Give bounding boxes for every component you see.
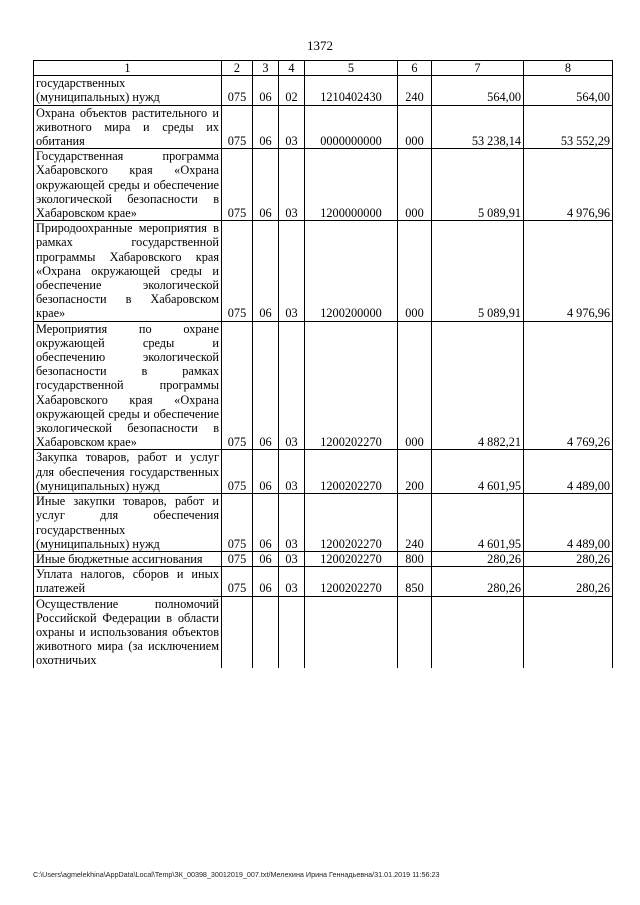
amount-year2-cell: 280,26 xyxy=(524,567,613,596)
amount-year1-cell: 5 089,91 xyxy=(432,221,524,321)
page-number: 1372 xyxy=(307,38,333,53)
amount-year1-cell: 564,00 xyxy=(432,76,524,105)
subsection-cell: 03 xyxy=(279,494,305,552)
amount-year1-cell: 4 601,95 xyxy=(432,450,524,494)
row-name-cell: Природоохранные мероприятия в рамках государственной программы Хабаровского края «Охрана окружающей среды и обеспечение экологической безопасности в Хабаровском крае» xyxy=(34,221,222,321)
section-cell: 06 xyxy=(253,450,279,494)
row-name-cell: Закупка товаров, работ и услуг для обеспечения государственных (муниципальных) нужд xyxy=(34,450,222,494)
expense-type-cell: 200 xyxy=(398,450,432,494)
expense-type-cell: 000 xyxy=(398,149,432,221)
amount-year1-cell: 280,26 xyxy=(432,567,524,596)
section-cell: 06 xyxy=(253,76,279,105)
header-col-4: 4 xyxy=(279,61,305,76)
table-row xyxy=(34,494,613,552)
target-article-cell: 1200202270 xyxy=(305,494,398,552)
subsection-cell: 03 xyxy=(279,567,305,596)
expense-type-cell: 850 xyxy=(398,567,432,596)
target-article-cell: 1200202270 xyxy=(305,321,398,450)
header-col-2: 2 xyxy=(222,61,253,76)
amount-year1-cell: 4 601,95 xyxy=(432,494,524,552)
subsection-cell: 03 xyxy=(279,450,305,494)
header-col-1: 1 xyxy=(34,61,222,76)
amount-year2-cell: 4 976,96 xyxy=(524,221,613,321)
amount-year2-cell: 53 552,29 xyxy=(524,105,613,149)
admin-code-cell: 075 xyxy=(222,149,253,221)
expense-type-cell xyxy=(398,596,432,668)
header-col-3: 3 xyxy=(253,61,279,76)
amount-year2-cell xyxy=(524,596,613,668)
expense-type-cell: 800 xyxy=(398,551,432,566)
section-cell: 06 xyxy=(253,105,279,149)
amount-year2-cell: 4 976,96 xyxy=(524,149,613,221)
section-cell: 06 xyxy=(253,149,279,221)
row-name-cell: Мероприятия по охране окружающей среды и обеспечению экологической безопасности в рамках государственной программы Хабаровского края «Охрана окружающей среды и обеспечение экологической безопасности в Хабаровском крае» xyxy=(34,321,222,450)
admin-code-cell: 075 xyxy=(222,321,253,450)
target-article-cell: 1200000000 xyxy=(305,149,398,221)
header-col-5: 5 xyxy=(305,61,398,76)
row-name-cell: Осуществление полномочий Российской Федерации в области охраны и использования объектов животного мира (за исключением охотничьих xyxy=(34,596,222,668)
admin-code-cell: 075 xyxy=(222,551,253,566)
admin-code-cell: 075 xyxy=(222,105,253,149)
amount-year1-cell: 280,26 xyxy=(432,551,524,566)
target-article-cell: 0000000000 xyxy=(305,105,398,149)
table-row xyxy=(34,567,613,596)
amount-year2-cell: 4 489,00 xyxy=(524,494,613,552)
admin-code-cell: 075 xyxy=(222,494,253,552)
admin-code-cell: 075 xyxy=(222,76,253,105)
target-article-cell: 1200202270 xyxy=(305,567,398,596)
table-row xyxy=(34,551,613,566)
admin-code-cell: 075 xyxy=(222,450,253,494)
table-row xyxy=(34,450,613,494)
subsection-cell: 03 xyxy=(279,321,305,450)
admin-code-cell xyxy=(222,596,253,668)
admin-code-cell: 075 xyxy=(222,567,253,596)
expense-type-cell: 000 xyxy=(398,221,432,321)
section-cell: 06 xyxy=(253,494,279,552)
row-name-cell: Иные закупки товаров, работ и услуг для обеспечения государственных (муниципальных) нужд xyxy=(34,494,222,552)
table-row xyxy=(34,105,613,149)
amount-year2-cell: 4 769,26 xyxy=(524,321,613,450)
row-name-cell: Государственная программа Хабаровского края «Охрана окружающей среды и обеспечение экологической безопасности в Хабаровском крае» xyxy=(34,149,222,221)
row-name-cell: Уплата налогов, сборов и иных платежей xyxy=(34,567,222,596)
subsection-cell: 03 xyxy=(279,551,305,566)
admin-code-cell: 075 xyxy=(222,221,253,321)
amount-year1-cell xyxy=(432,596,524,668)
amount-year2-cell: 564,00 xyxy=(524,76,613,105)
header-row xyxy=(34,61,613,76)
section-cell: 06 xyxy=(253,551,279,566)
table-row xyxy=(34,321,613,450)
file-path-footer: C:\Users\agmelekhina\AppData\Local\Temp\ЗК_00398_30012019_007.txt/Мелехина Ирина Геннадьевна/31.01.2019 11:56:23 xyxy=(33,870,440,879)
section-cell: 06 xyxy=(253,221,279,321)
amount-year2-cell: 280,26 xyxy=(524,551,613,566)
subsection-cell: 03 xyxy=(279,105,305,149)
header-col-7: 7 xyxy=(432,61,524,76)
target-article-cell xyxy=(305,596,398,668)
amount-year2-cell: 4 489,00 xyxy=(524,450,613,494)
target-article-cell: 1200202270 xyxy=(305,450,398,494)
subsection-cell: 03 xyxy=(279,149,305,221)
section-cell: 06 xyxy=(253,321,279,450)
subsection-cell: 03 xyxy=(279,221,305,321)
expense-type-cell: 240 xyxy=(398,76,432,105)
table-row xyxy=(34,221,613,321)
row-name-cell: государственных (муниципальных) нужд xyxy=(34,76,222,105)
table-row xyxy=(34,76,613,105)
table-row xyxy=(34,149,613,221)
header-col-6: 6 xyxy=(398,61,432,76)
table-row xyxy=(34,596,613,668)
expense-type-cell: 000 xyxy=(398,105,432,149)
row-name-cell: Охрана объектов растительного и животного мира и среды их обитания xyxy=(34,105,222,149)
target-article-cell: 1200200000 xyxy=(305,221,398,321)
budget-table xyxy=(33,60,613,668)
subsection-cell: 02 xyxy=(279,76,305,105)
header-col-8: 8 xyxy=(524,61,613,76)
expense-type-cell: 240 xyxy=(398,494,432,552)
target-article-cell: 1200202270 xyxy=(305,551,398,566)
expense-type-cell: 000 xyxy=(398,321,432,450)
amount-year1-cell: 4 882,21 xyxy=(432,321,524,450)
subsection-cell xyxy=(279,596,305,668)
target-article-cell: 1210402430 xyxy=(305,76,398,105)
amount-year1-cell: 53 238,14 xyxy=(432,105,524,149)
section-cell xyxy=(253,596,279,668)
amount-year1-cell: 5 089,91 xyxy=(432,149,524,221)
row-name-cell: Иные бюджетные ассигнования xyxy=(34,551,222,566)
section-cell: 06 xyxy=(253,567,279,596)
